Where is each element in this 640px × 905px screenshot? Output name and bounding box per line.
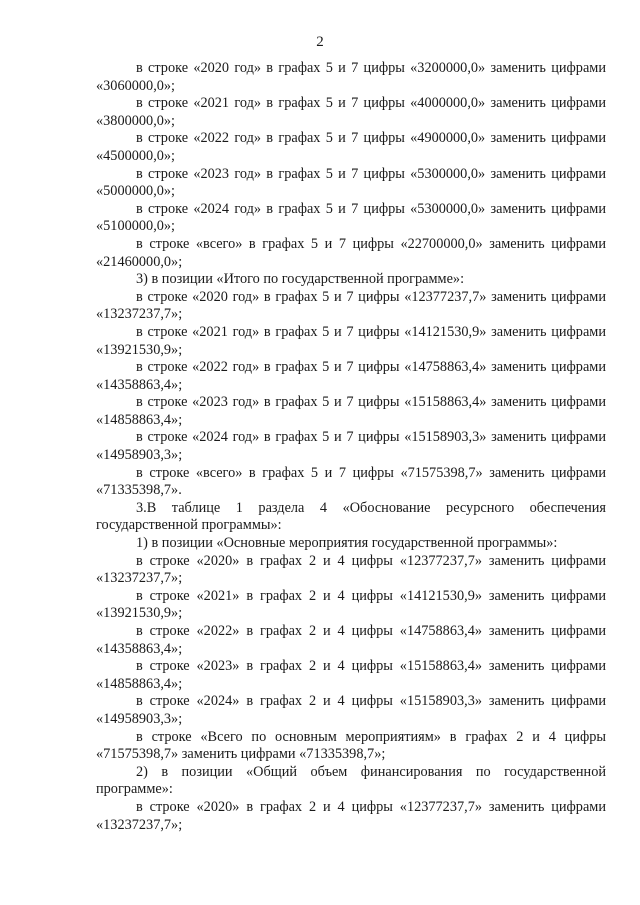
paragraph-13: в строке «всего» в графах 5 и 7 цифры «71575398,7» заменить цифрами «71335398,7». <box>96 464 606 499</box>
paragraph-14: 3.В таблице 1 раздела 4 «Обоснование ресурсного обеспечения государственной программы»: <box>96 499 606 534</box>
paragraph-17: в строке «2021» в графах 2 и 4 цифры «14121530,9» заменить цифрами «13921530,9»; <box>96 587 606 622</box>
paragraph-6: в строке «всего» в графах 5 и 7 цифры «22700000,0» заменить цифрами «21460000,0»; <box>96 235 606 270</box>
paragraph-12: в строке «2024 год» в графах 5 и 7 цифры «15158903,3» заменить цифрами «14958903,3»; <box>96 429 606 464</box>
paragraph-9: в строке «2021 год» в графах 5 и 7 цифры «14121530,9» заменить цифрами «13921530,9»; <box>96 323 606 358</box>
paragraph-1: в строке «2020 год» в графах 5 и 7 цифры «3200000,0» заменить цифрами «3060000,0»; <box>96 60 606 94</box>
document-body <box>96 60 606 834</box>
paragraph-3: в строке «2022 год» в графах 5 и 7 цифры «4900000,0» заменить цифрами «4500000,0»; <box>96 130 606 164</box>
paragraph-2: в строке «2021 год» в графах 5 и 7 цифры «4000000,0» заменить цифрами «3800000,0»; <box>96 95 606 129</box>
paragraph-23: в строке «2020» в графах 2 и 4 цифры «12377237,7» заменить цифрами «13237237,7»; <box>96 798 606 833</box>
paragraph-22: 2) в позиции «Общий объем финансирования по государственной программе»: <box>96 763 606 798</box>
paragraph-20: в строке «2024» в графах 2 и 4 цифры «15158903,3» заменить цифрами «14958903,3»; <box>96 693 606 727</box>
page-number: 2 <box>316 34 324 50</box>
paragraph-21: в строке «Всего по основным мероприятиям» в графах 2 и 4 цифры «71575398,7» заменить цифрами «71335398,7»; <box>96 728 606 763</box>
paragraph-8: в строке «2020 год» в графах 5 и 7 цифры «12377237,7» заменить цифрами «13237237,7»; <box>96 288 606 323</box>
paragraph-18: в строке «2022» в графах 2 и 4 цифры «14758863,4» заменить цифрами «14358863,4»; <box>96 623 606 657</box>
paragraph-16: в строке «2020» в графах 2 и 4 цифры «12377237,7» заменить цифрами «13237237,7»; <box>96 552 606 587</box>
paragraph-7: 3) в позиции «Итого по государственной программе»: <box>136 271 465 288</box>
paragraph-5: в строке «2024 год» в графах 5 и 7 цифры «5300000,0» заменить цифрами «5100000,0»; <box>96 200 606 235</box>
paragraph-10: в строке «2022 год» в графах 5 и 7 цифры «14758863,4» заменить цифрами «14358863,4»; <box>96 359 606 393</box>
paragraph-15: 1) в позиции «Основные мероприятия государственной программы»: <box>136 535 558 552</box>
paragraph-19: в строке «2023» в графах 2 и 4 цифры «15158863,4» заменить цифрами «14858863,4»; <box>96 658 606 692</box>
paragraph-11: в строке «2023 год» в графах 5 и 7 цифры «15158863,4» заменить цифрами «14858863,4»; <box>96 394 606 428</box>
paragraph-4: в строке «2023 год» в графах 5 и 7 цифры «5300000,0» заменить цифрами «5000000,0»; <box>96 165 606 200</box>
